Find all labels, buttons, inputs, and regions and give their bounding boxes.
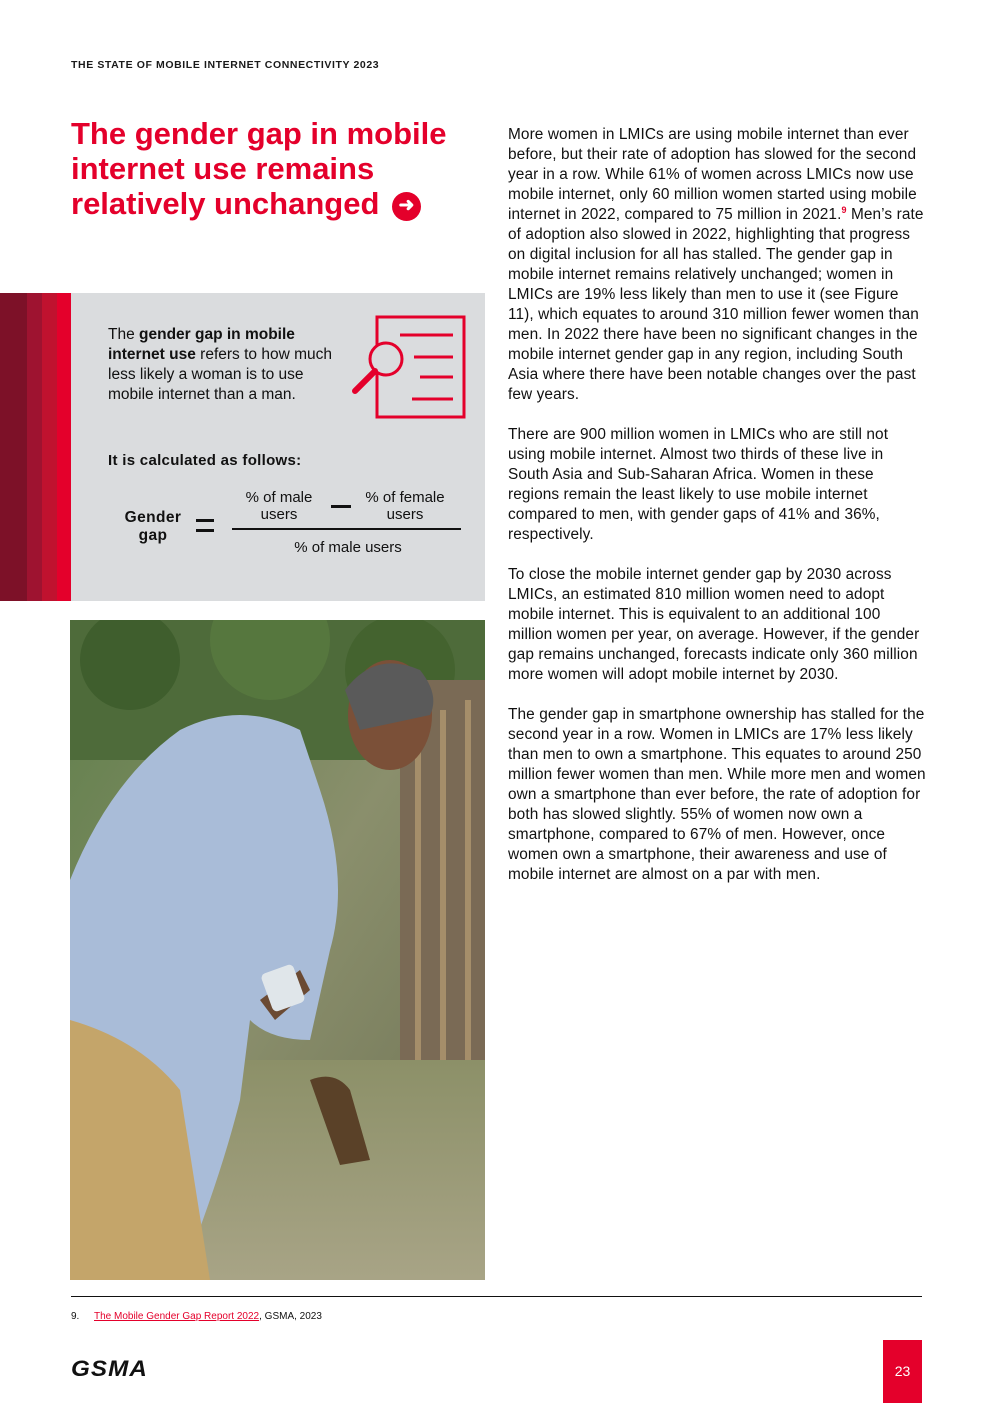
paragraph-text: More women in LMICs are using mobile internet than ever before, but their rate of adoption has slowed for the second year in a row. While 61% of women across LMICs now use mobile internet, only 60 million women started using mobile internet in 2022, compared to 75 million in 2021. [508, 126, 917, 223]
footnote-suffix: , GSMA, 2023 [259, 1311, 322, 1322]
paragraph [508, 125, 928, 405]
formula-label: Gender gap [124, 509, 182, 544]
footnote-ref[interactable]: 9 [841, 205, 847, 215]
arrow-right-circle-icon[interactable]: ➜ [392, 192, 421, 221]
footnote [71, 1311, 322, 1322]
document-magnifier-icon [350, 313, 470, 423]
definition-box [71, 293, 485, 601]
calc-heading: It is calculated as follows: [108, 452, 302, 469]
page-number: 23 [883, 1340, 922, 1403]
paragraph-text: Men’s rate of adoption also slowed in 2022, highlighting that progress on digital inclusion for all has stalled. The gender gap in mobile internet remains relatively unchanged; women in LMICs are 19% less likely than men to use it (see Figure 11), which equates to around 310 million fewer women than men. In 2022 there have been no significant changes in the mobile internet gender gap in any region, including South Asia where there have been notable changes over the past few years. [508, 206, 924, 403]
gsma-logo: GSMA [71, 1356, 148, 1381]
minus-sign [331, 505, 351, 508]
decorative-stripe [57, 293, 71, 601]
definition-lead: The [108, 326, 140, 343]
definition-term: gender gap in mobile internet use [108, 326, 295, 363]
photo-woman-with-phone [70, 620, 485, 1280]
equals-sign [196, 519, 214, 532]
running-header: THE STATE OF MOBILE INTERNET CONNECTIVITY 2023 [71, 59, 380, 71]
body-text [508, 125, 928, 905]
definition-text [108, 325, 340, 405]
footnote-number: 9. [71, 1311, 80, 1322]
formula-numerator-right: % of female users [365, 489, 445, 523]
paragraph: The gender gap in smartphone ownership has stalled for the second year in a row. Women in LMICs are 17% less likely than men to own a smartphone. This equates to around 250 million fewer women than men. While more men and women own a smartphone than ever before, the rate of adoption for both has slowed slightly. 55% of women now own a smartphone, compared to 67% of men. However, once women own a smartphone, their awareness and use of mobile internet are almost on a par with men. [508, 706, 926, 883]
formula-numerator-left: % of male users [245, 489, 313, 523]
footnote-divider [71, 1296, 922, 1297]
decorative-stripe [0, 293, 27, 601]
section-title [71, 116, 471, 221]
paragraph: To close the mobile internet gender gap by 2030 across LMICs, an estimated 810 million women need to adopt mobile internet. This is equivalent to an additional 100 million women per year, on average. However, if the gender gap remains unchanged, forecasts indicate only 360 million more women will adopt mobile internet by 2030. [508, 566, 920, 683]
decorative-stripe [27, 293, 42, 601]
paragraph: There are 900 million women in LMICs who are still not using mobile internet. Almost two thirds of these live in South Asia and Sub-Saharan Africa. Women in these regions remain the least likely to use mobile internet compared to men, with gender gaps of 41% and 36%, respectively. [508, 426, 889, 543]
definition-rest: refers to how much less likely a woman is to use mobile internet than a man. [108, 346, 332, 403]
fraction-bar [232, 528, 461, 530]
formula-denominator: % of male users [294, 539, 402, 556]
decorative-stripe [42, 293, 57, 601]
footnote-link[interactable]: The Mobile Gender Gap Report 2022 [94, 1311, 260, 1322]
section-title-text: The gender gap in mobile internet use remains relatively unchanged [71, 116, 447, 221]
